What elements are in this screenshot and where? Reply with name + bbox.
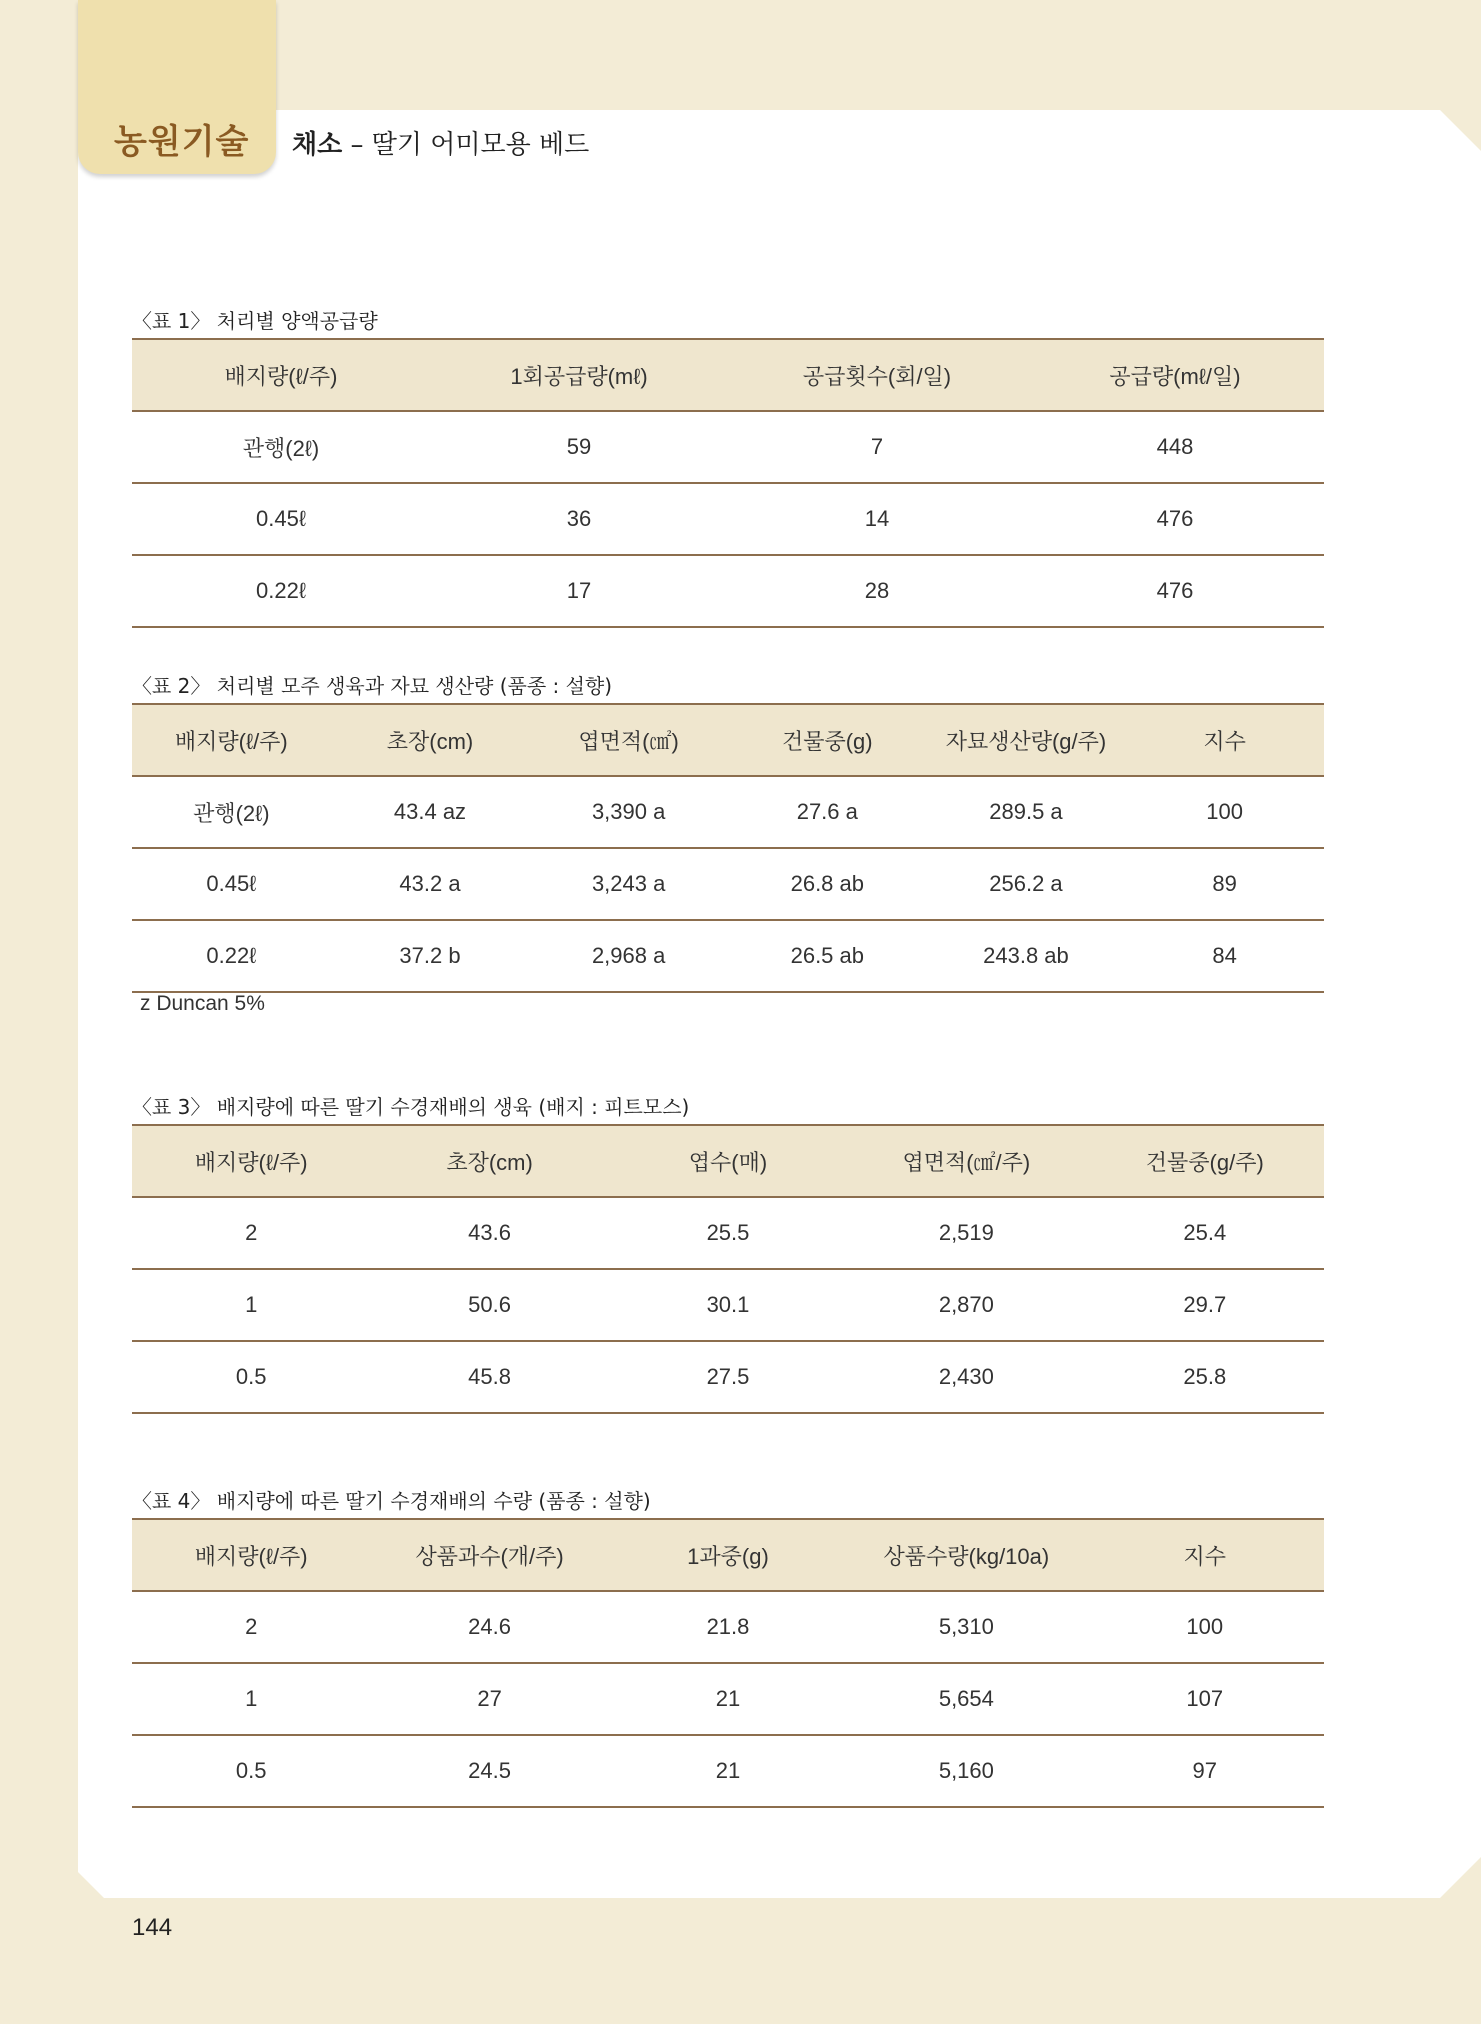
page-number: 144	[132, 1914, 173, 1941]
table-cell: 45.8	[370, 1341, 608, 1413]
column-header: 배지량(ℓ/주)	[132, 704, 331, 776]
table-cell: 289.5 a	[927, 776, 1126, 848]
header-separator: –	[350, 130, 364, 160]
header-subtitle: 딸기 어미모용 베드	[371, 130, 590, 160]
table-cell: 2,870	[847, 1269, 1085, 1341]
table4-caption: 〈표 4〉 배지량에 따른 딸기 수경재배의 수량 (품종 : 설향)	[132, 1489, 651, 1513]
table-cell: 89	[1125, 848, 1324, 920]
table-cell: 25.5	[609, 1197, 847, 1269]
table-cell: 25.4	[1086, 1197, 1324, 1269]
table-row	[132, 1269, 1324, 1341]
table-cell: 2	[132, 1591, 370, 1663]
table-cell: 21.8	[609, 1591, 847, 1663]
column-header: 배지량(ℓ/주)	[132, 1519, 370, 1591]
table-cell: 50.6	[370, 1269, 608, 1341]
table-cell: 448	[1026, 411, 1324, 483]
column-header: 상품과수(개/주)	[370, 1519, 608, 1591]
table-cell: 37.2 b	[331, 920, 530, 992]
table-cell: 256.2 a	[927, 848, 1126, 920]
table-row	[132, 1735, 1324, 1807]
table-row	[132, 1341, 1324, 1413]
column-header: 배지량(ℓ/주)	[132, 1125, 370, 1197]
column-header: 건물중(g)	[728, 704, 927, 776]
table1	[132, 338, 1324, 628]
table-cell: 1	[132, 1663, 370, 1735]
table-cell: 26.5 ab	[728, 920, 927, 992]
column-header: 상품수량(kg/10a)	[847, 1519, 1085, 1591]
header-category: 채소	[292, 130, 343, 160]
table-cell: 0.45ℓ	[132, 848, 331, 920]
table-cell: 28	[728, 555, 1026, 627]
table-cell: 43.2 a	[331, 848, 530, 920]
table-cell: 5,654	[847, 1663, 1085, 1735]
table-cell: 30.1	[609, 1269, 847, 1341]
table2-note: z Duncan 5%	[140, 992, 265, 1015]
table-row	[132, 555, 1324, 627]
table-cell: 24.5	[370, 1735, 608, 1807]
table3	[132, 1124, 1324, 1414]
column-header: 초장(cm)	[370, 1125, 608, 1197]
column-header: 초장(cm)	[331, 704, 530, 776]
table2	[132, 703, 1324, 993]
table-cell: 36	[430, 483, 728, 555]
table-cell: 26.8 ab	[728, 848, 927, 920]
table-cell: 5,160	[847, 1735, 1085, 1807]
table-row	[132, 848, 1324, 920]
table-row	[132, 411, 1324, 483]
column-header: 엽면적(㎠)	[529, 704, 728, 776]
table-cell: 59	[430, 411, 728, 483]
table-cell: 0.45ℓ	[132, 483, 430, 555]
table-cell: 476	[1026, 483, 1324, 555]
table-row	[132, 1663, 1324, 1735]
column-header: 1회공급량(mℓ)	[430, 339, 728, 411]
table-cell: 7	[728, 411, 1026, 483]
table-row	[132, 1197, 1324, 1269]
table-cell: 27.6 a	[728, 776, 927, 848]
table-cell: 100	[1125, 776, 1324, 848]
column-header: 공급량(mℓ/일)	[1026, 339, 1324, 411]
table-cell: 0.5	[132, 1341, 370, 1413]
column-header: 공급횟수(회/일)	[728, 339, 1026, 411]
table-cell: 17	[430, 555, 728, 627]
table-row	[132, 776, 1324, 848]
table-cell: 43.6	[370, 1197, 608, 1269]
table-cell: 100	[1086, 1591, 1324, 1663]
table4	[132, 1518, 1324, 1808]
table-cell: 2	[132, 1197, 370, 1269]
table-header-row	[132, 339, 1324, 411]
table-cell: 107	[1086, 1663, 1324, 1735]
table-cell: 14	[728, 483, 1026, 555]
table-cell: 29.7	[1086, 1269, 1324, 1341]
table-cell: 21	[609, 1735, 847, 1807]
table-cell: 97	[1086, 1735, 1324, 1807]
table-row	[132, 483, 1324, 555]
column-header: 지수	[1125, 704, 1324, 776]
table-cell: 21	[609, 1663, 847, 1735]
column-header: 엽수(매)	[609, 1125, 847, 1197]
column-header: 1과중(g)	[609, 1519, 847, 1591]
table-cell: 27	[370, 1663, 608, 1735]
table-cell: 2,968 a	[529, 920, 728, 992]
column-header: 지수	[1086, 1519, 1324, 1591]
column-header: 건물중(g/주)	[1086, 1125, 1324, 1197]
section-tab	[78, 0, 276, 174]
table1-caption: 〈표 1〉 처리별 양액공급량	[132, 309, 378, 333]
table-cell: 0.5	[132, 1735, 370, 1807]
column-header: 배지량(ℓ/주)	[132, 339, 430, 411]
table-cell: 관행(2ℓ)	[132, 776, 331, 848]
page-header	[292, 124, 589, 161]
table-cell: 2,519	[847, 1197, 1085, 1269]
table2-caption: 〈표 2〉 처리별 모주 생육과 자묘 생산량 (품종 : 설향)	[132, 674, 613, 698]
column-header: 자묘생산량(g/주)	[927, 704, 1126, 776]
table-cell: 43.4 az	[331, 776, 530, 848]
table-cell: 2,430	[847, 1341, 1085, 1413]
table-cell: 84	[1125, 920, 1324, 992]
table-header-row	[132, 1125, 1324, 1197]
table-row	[132, 1591, 1324, 1663]
table-cell: 27.5	[609, 1341, 847, 1413]
section-label: 농원기술	[114, 122, 250, 162]
table-row	[132, 920, 1324, 992]
table3-caption: 〈표 3〉 배지량에 따른 딸기 수경재배의 생육 (배지 : 피트모스)	[132, 1095, 690, 1119]
table-cell: 3,390 a	[529, 776, 728, 848]
column-header: 엽면적(㎠/주)	[847, 1125, 1085, 1197]
table-cell: 24.6	[370, 1591, 608, 1663]
table-cell: 1	[132, 1269, 370, 1341]
table-cell: 5,310	[847, 1591, 1085, 1663]
table-cell: 243.8 ab	[927, 920, 1126, 992]
table-cell: 관행(2ℓ)	[132, 411, 430, 483]
table-header-row	[132, 704, 1324, 776]
table-cell: 0.22ℓ	[132, 555, 430, 627]
table-header-row	[132, 1519, 1324, 1591]
table-cell: 476	[1026, 555, 1324, 627]
table-cell: 3,243 a	[529, 848, 728, 920]
table-cell: 25.8	[1086, 1341, 1324, 1413]
table-cell: 0.22ℓ	[132, 920, 331, 992]
